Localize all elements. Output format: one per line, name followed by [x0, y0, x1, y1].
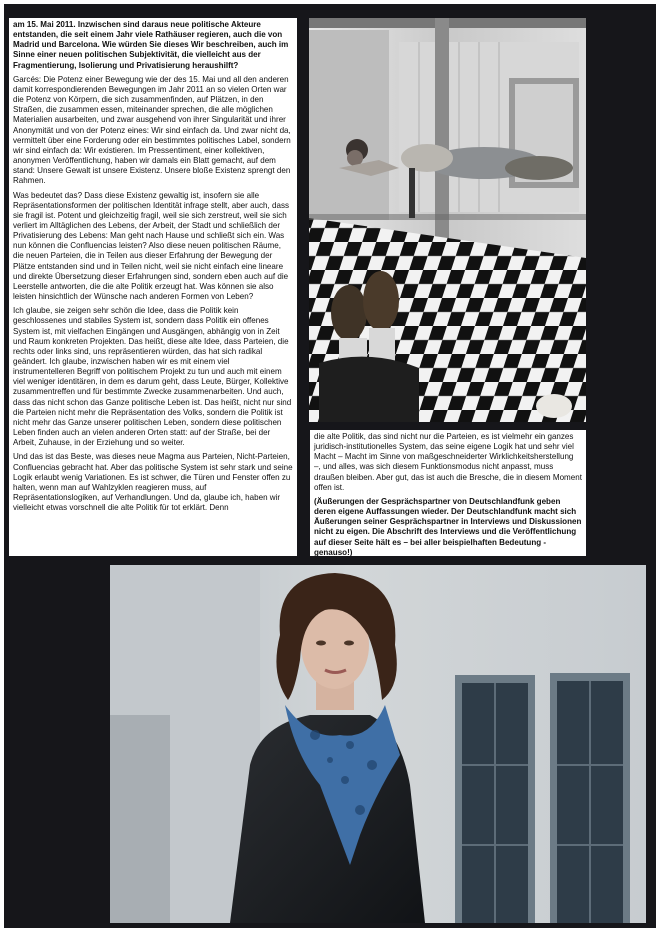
disclaimer-paragraph: (Äußerungen der Gesprächspartner von Deutschlandfunk geben deren eigene Auffassungen wieder. Der Deutschlandfunk macht sich Äußerungen seiner Gesprächspartner in Interviews und Diskussionen nicht zu eigen. Die Abschrift des Interviews und die Veröffentlichung auf dieser Seite hält es – bei aller beispielhaften Bedeutung - genauso!) — [314, 496, 582, 556]
magazine-page — [4, 4, 656, 928]
answer-paragraph-2: Was bedeutet das? Dass diese Existenz gewaltig ist, insofern sie alle Repräsentationsformen der politischen Identität infrage stellt, aber auch, dass sie fragil ist. Potent und gleichzeitig fragil, weil sie sich zerstreut, weil sie sich verliert im Alltäglichen des Lebens, der Arbeit, der Stadt und schließlich der Privatisierung des Lebens: Man geht nach Hause und schließt sich ein. Was nun können die Confluencias leisten? Also diese neuen politischen Räume, die neuen Parteien, die in Teilen aus dieser Erfahrung der Bewegung der Plätze entstanden sind und in Teilen nicht, weil sie nicht einfach eine lineare und direkte Übersetzung dieser Erfahrungen sind, sondern eben auch auf die Leerstelle antworten, die die alte Politik erzeugt hat. Was können sie also leisten hinsichtlich der Wünsche nach anderen Formen von Leben? — [13, 190, 289, 302]
answer-paragraph-1: Garcés: Die Potenz einer Bewegung wie der des 15. Mai und all den anderen damit korrespondierenden Bewegungen im Jahr 2011 an so vielen Orten war die Potenz von Körpern, die sich zusammenfinden, auf Plätzen, in den Straßen, die zusammen essen, miteinander sprechen, die alle möglichen Materialien ausarbeiten, und zwar ausgehend von ihrer Singularität und ihrer Anonymität und von der Potenz eines: Wir sind einfach da. Und zwar nicht da, vermittelt über eine Forderung oder ein bestimmtes politisches Label, sondern wir sind einfach da: Wir existieren. Im Pressentiment, einer kollektiven, anonymen Veröffentlichung, haben wir damals ein Blatt gemacht, auf dem stand: Unsere Gewalt ist unsere Existenz. Unsere bloße Existenz sprengt den Rahmen. — [13, 74, 291, 186]
answer-paragraph-3: Ich glaube, sie zeigen sehr schön die Idee, dass die Politik kein geschlossenes und stabiles System ist, sondern dass Politik ein offenes System ist, mit vielfachen Eingängen und Ausgängen, abhängig von in Zeit und Raum konkreten Projekten. Das heißt, diese alte Idee, dass Parteien, die rechts oder links sind, uns repräsentieren würden, das hat sich radikal geändert. Ich glaube, inzwischen haben wir es mit einem viel instrumentelleren Begriff von politischem Projekt zu tun und auch mit einem viel weniger identitären, in dem es darum geht, dass Leute, Bürger, Kollektive zusammentreffen und für bestimmte Zwecke zusammenarbeiten. Und auch, dass das nicht schon das Ganze politische Leben ist. Das heißt, nicht nur sind die Parteien nicht mehr die Repräsentation des Volks, sondern die Politik ist nicht mehr das Ganze unserer politischen Leben, sondern diese politischen Leben finden auch an vielen anderen Orten statt: auf der Straße, bei der Arbeit, Zuhause, in der Erziehung und so weiter. — [13, 306, 292, 448]
question-paragraph: am 15. Mai 2011. Inzwischen sind daraus neue politische Akteure entstanden, die seit einem Jahr viele Rathäuser regieren, auch die von Madrid und Barcelona. Wie würden Sie dieses Wir beschreiben, auch im Sinne einer neuen politischen Subjektivität, die vielleicht aus der Fragmentierung, Isolierung und Privatisierung heraushilft? — [13, 20, 289, 70]
answer-paragraph-4: Und das ist das Beste, was dieses neue Magma aus Parteien, Nicht-Parteien, Confluencias gebracht hat. Aber das politische System ist sehr stark und seine Logik erlaubt wenig Variationen. Es ist schwer, die Türen und Fenster offen zu halten, wenn man auf Wahlzyklen reagieren muss, auf Repräsentationslogiken, auf Verhandlungen. Und da, glaube ich, haben wir vielleicht etwas vorschnell die alte Politik für tot erklärt. Denn — [13, 452, 293, 513]
portrait-photo — [110, 565, 646, 923]
levitation-photo — [309, 18, 586, 422]
continuation-paragraph: die alte Politik, das sind nicht nur die Parteien, es ist vielmehr ein ganzes juridisch-institutionelles System, das seine eigene Logik hat und sehr viel Macht – Macht im Sinne von maßgeschneiderter Wirklichkeitsherstellung –, und alles, was sich diesem Funktionsmodus nicht anpasst, muss draußen bleiben. Aber gut, das ist auch die Bresche, die in diesem Moment offen ist. — [314, 432, 582, 492]
article-right-column — [310, 430, 586, 556]
article-left-column — [9, 18, 297, 556]
